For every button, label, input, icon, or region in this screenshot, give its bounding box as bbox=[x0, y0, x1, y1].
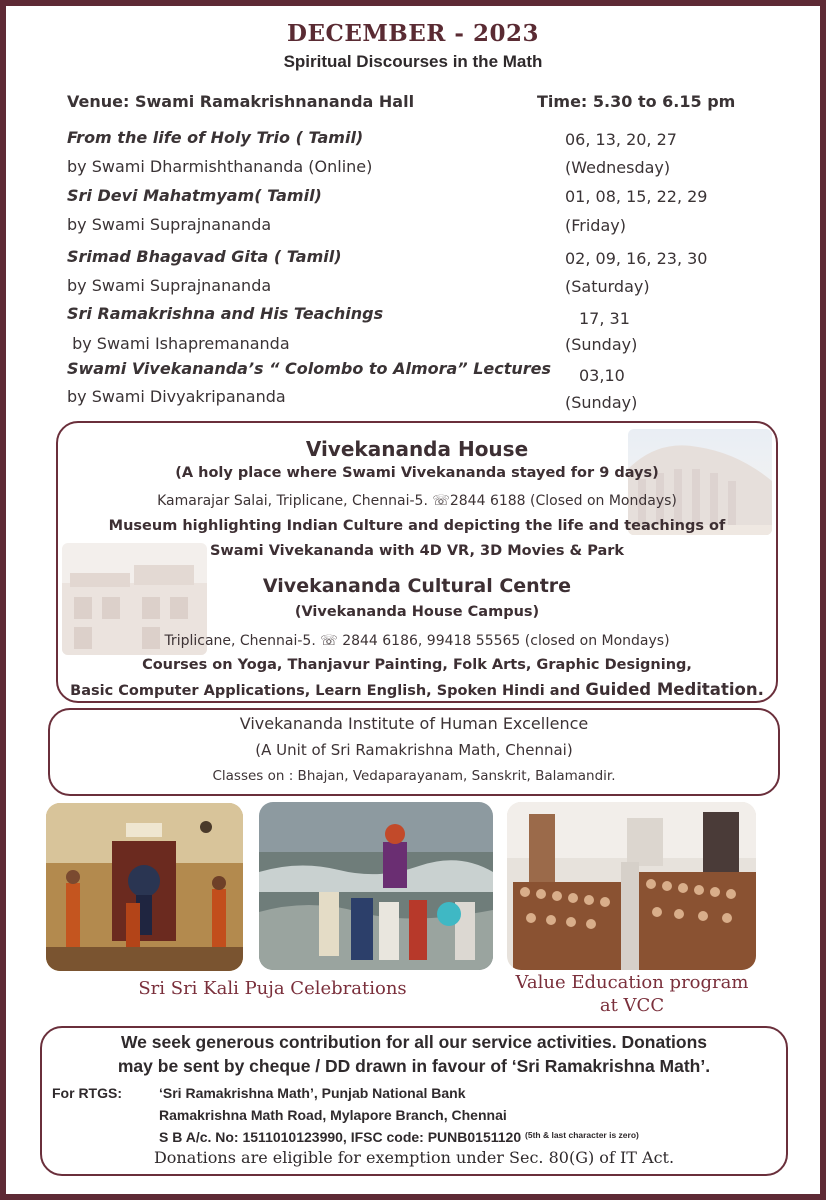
donation-box bbox=[40, 1026, 788, 1176]
program-title: From the life of Holy Trio ( Tamil) bbox=[67, 128, 364, 147]
vivekananda-house-address: Kamarajar Salai, Triplicane, Chennai-5. ☏2844 6188 (Closed on Mondays) bbox=[157, 493, 677, 509]
vivekananda-house-subtitle: (A holy place where Swami Vivekananda stayed for 9 days) bbox=[175, 465, 659, 481]
kali-puja-caption: Sri Sri Kali Puja Celebrations bbox=[138, 978, 407, 999]
program-day: (Sunday) bbox=[565, 393, 638, 412]
institute-classes: Classes on : Bhajan, Vedaparayanam, Sanskrit, Balamandir. bbox=[212, 768, 616, 784]
rtgs-branch: Ramakrishna Math Road, Mylapore Branch, Chennai bbox=[159, 1107, 507, 1123]
time-text: Time: 5.30 to 6.15 pm bbox=[537, 92, 736, 111]
program-speaker: by Swami Suprajnananda bbox=[67, 276, 272, 295]
program-speaker: by Swami Ishapremananda bbox=[67, 334, 290, 353]
institute-subtitle: (A Unit of Sri Ramakrishna Math, Chennai) bbox=[255, 741, 573, 759]
program-speaker: by Swami Divyakripananda bbox=[67, 387, 286, 406]
program-day: (Saturday) bbox=[565, 277, 650, 296]
program-dates: 06, 13, 20, 27 bbox=[565, 130, 677, 149]
value-education-photo bbox=[507, 802, 756, 970]
rtgs-account bbox=[159, 1129, 639, 1145]
vivekananda-house-title: Vivekananda House bbox=[305, 437, 529, 461]
page-title: DECEMBER - 2023 bbox=[287, 20, 539, 47]
rtgs-bank: ‘Sri Ramakrishna Math’, Punjab National Bank bbox=[159, 1085, 466, 1101]
vcc-caption: Value Education program bbox=[515, 972, 749, 993]
exemption-text: Donations are eligible for exemption under Sec. 80(G) of IT Act. bbox=[153, 1148, 675, 1167]
beach-procession-photo bbox=[259, 802, 493, 970]
program-day: (Wednesday) bbox=[565, 158, 671, 177]
vcc-caption: at VCC bbox=[599, 995, 665, 1016]
program-day: (Friday) bbox=[565, 216, 626, 235]
rtgs-label: For RTGS: bbox=[52, 1085, 122, 1101]
program-dates: 01, 08, 15, 22, 29 bbox=[565, 187, 708, 206]
program-dates: 17, 31 bbox=[579, 309, 630, 328]
program-title: Swami Vivekananda’s “ Colombo to Almora” Lectures bbox=[67, 359, 552, 378]
venue-text: Venue: Swami Ramakrishnananda Hall bbox=[67, 92, 415, 111]
program-speaker: by Swami Dharmishthananda (Online) bbox=[67, 157, 373, 176]
flyer-page bbox=[6, 6, 820, 1194]
program-dates: 02, 09, 16, 23, 30 bbox=[565, 249, 708, 268]
page-subtitle: Spiritual Discourses in the Math bbox=[283, 52, 543, 71]
donation-text: may be sent by cheque / DD drawn in favour of ‘Sri Ramakrishna Math’. bbox=[117, 1056, 711, 1076]
cultural-centre-subtitle: (Vivekananda House Campus) bbox=[294, 604, 540, 620]
program-day: (Sunday) bbox=[565, 335, 638, 354]
institute-title: Vivekananda Institute of Human Excellence bbox=[239, 714, 589, 733]
program-speaker: by Swami Suprajnananda bbox=[67, 215, 272, 234]
cultural-centre-courses bbox=[58, 680, 776, 699]
donation-text: We seek generous contribution for all our service activities. Donations bbox=[120, 1032, 708, 1052]
program-title: Sri Ramakrishna and His Teachings bbox=[67, 304, 384, 323]
vivekananda-house-desc: Museum highlighting Indian Culture and depicting the life and teachings of bbox=[108, 518, 726, 534]
cultural-centre-address: Triplicane, Chennai-5. ☏ 2844 6186, 99418 55565 (closed on Mondays) bbox=[164, 633, 670, 649]
account-details: S B A/c. No: 1511010123990, IFSC code: PUNB0151120 bbox=[159, 1129, 522, 1145]
program-title: Srimad Bhagavad Gita ( Tamil) bbox=[67, 247, 342, 266]
program-title: Sri Devi Mahatmyam( Tamil) bbox=[67, 186, 322, 205]
cultural-centre-title: Vivekananda Cultural Centre bbox=[262, 575, 572, 597]
cultural-centre-courses: Courses on Yoga, Thanjavur Painting, Folk Arts, Graphic Designing, bbox=[142, 657, 692, 673]
courses-text: Basic Computer Applications, Learn English, Spoken Hindi and bbox=[70, 683, 586, 699]
vivekananda-house-box bbox=[56, 421, 778, 703]
ifsc-note: (5th & last character is zero) bbox=[525, 1130, 639, 1140]
program-dates: 03,10 bbox=[579, 366, 625, 385]
vivekananda-house-desc: Swami Vivekananda with 4D VR, 3D Movies & Park bbox=[209, 543, 625, 559]
institute-box bbox=[48, 708, 780, 796]
guided-meditation-text: Guided Meditation. bbox=[585, 680, 764, 699]
kali-puja-photo bbox=[46, 803, 243, 971]
